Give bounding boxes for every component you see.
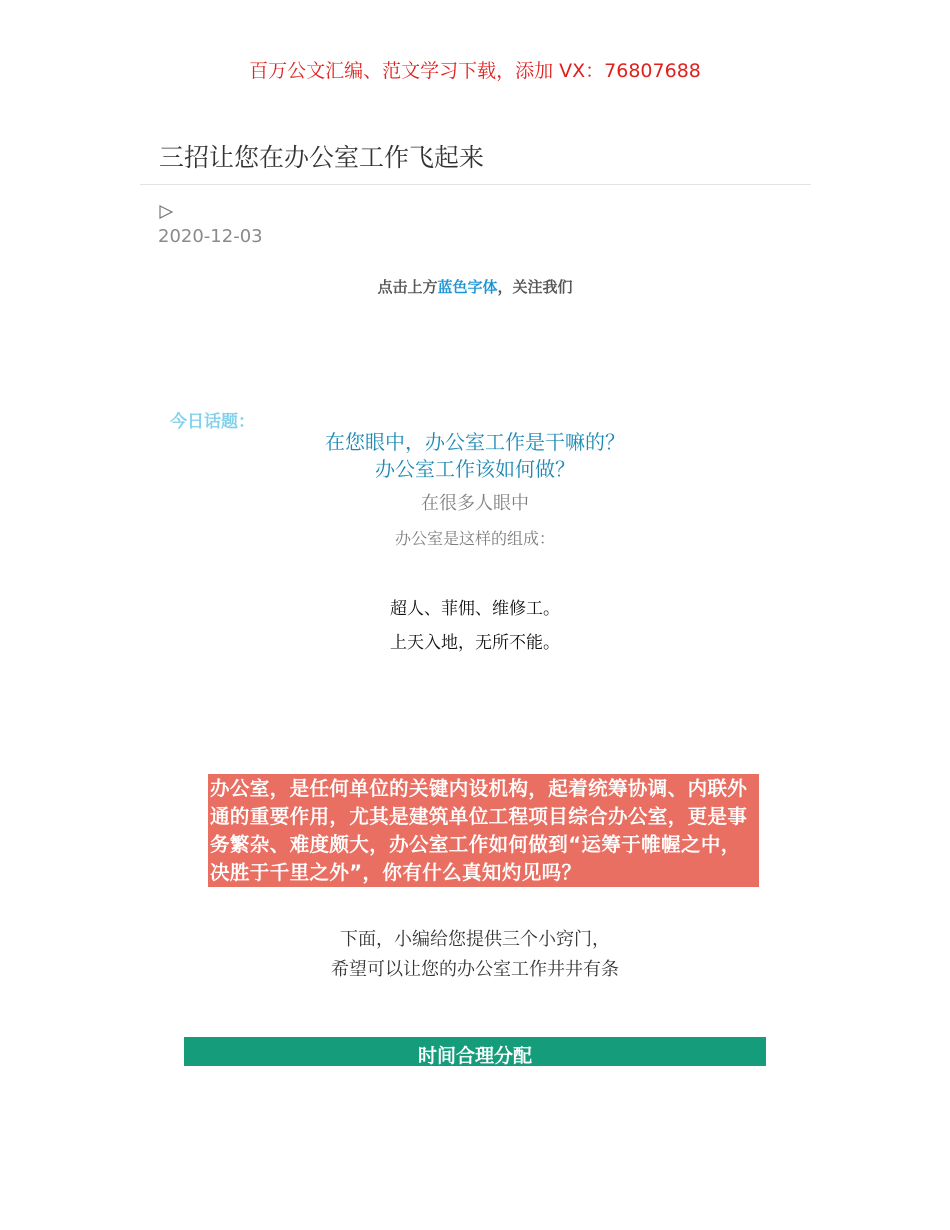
question-line-1: 在您眼中，办公室工作是干嘛的？ bbox=[325, 430, 625, 454]
section-heading: 时间合理分配 bbox=[417, 1045, 532, 1067]
article-title: 三招让您在办公室工作飞起来 bbox=[159, 143, 485, 172]
highlight-paragraph: 办公室，是任何单位的关键内设机构，起着统筹协调、内联外通的重要作用，尤其是建筑单位工程项目综合办公室，更是事务繁杂、难度颇大，办公室工作如何做到“运筹于帷幄之中，决胜于千里之外”，你有什么真知灼见吗？ bbox=[208, 774, 759, 887]
follow-prompt-suffix: ，关注我们 bbox=[497, 278, 573, 296]
title-divider bbox=[140, 184, 811, 185]
intro-line-2: 希望可以让您的办公室工作井井有条 bbox=[331, 959, 619, 980]
promo-banner: 百万公文汇编、范文学习下载，添加 VX：76807688 bbox=[249, 60, 701, 82]
play-icon[interactable] bbox=[158, 204, 174, 220]
topic-question bbox=[0, 429, 950, 483]
body-grey-line-1: 在很多人眼中 bbox=[421, 493, 529, 514]
follow-prompt bbox=[0, 276, 950, 297]
body-grey-line-2: 办公室是这样的组成： bbox=[394, 529, 555, 548]
topic-label: 今日话题： bbox=[170, 412, 255, 432]
publish-date: 2020-12-03 bbox=[158, 226, 263, 247]
follow-prompt-text: 点击上方 bbox=[377, 278, 438, 296]
follow-blue-link[interactable]: 蓝色字体 bbox=[437, 278, 498, 296]
intro-line-1: 下面，小编给您提供三个小窍门， bbox=[340, 929, 610, 950]
body-black-line-1: 超人、菲佣、维修工。 bbox=[390, 599, 560, 619]
body-black-line-2: 上天入地，无所不能。 bbox=[390, 633, 560, 653]
question-line-2: 办公室工作该如何做？ bbox=[375, 457, 575, 481]
